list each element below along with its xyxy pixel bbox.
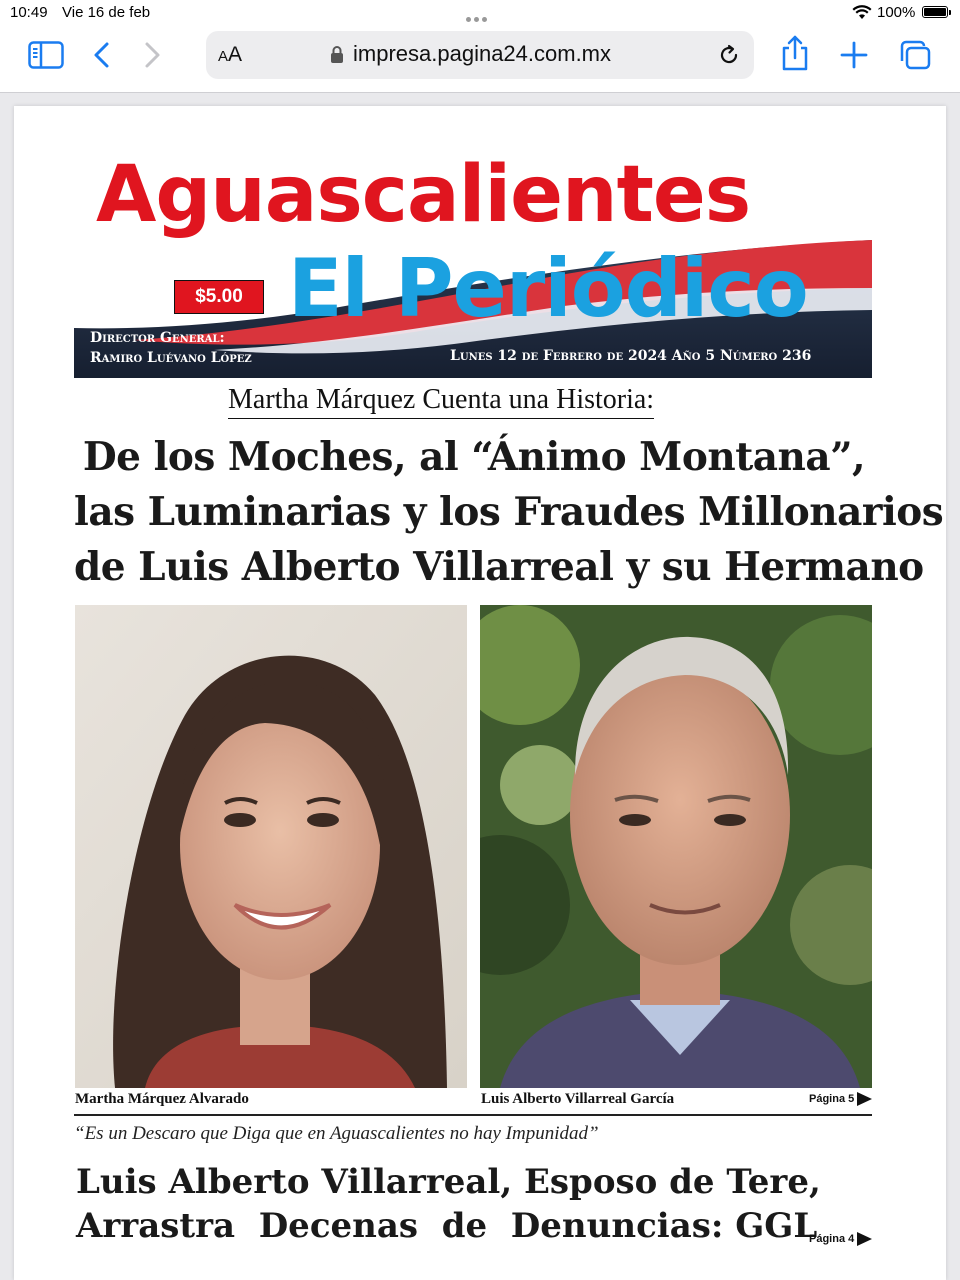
headline-line: Arrastra Decenas de Denuncias: GGL [76, 1206, 818, 1246]
article-kicker: Martha Márquez Cuenta una Historia: [228, 384, 654, 419]
page-reference-4[interactable] [809, 1232, 872, 1246]
photo-man-portrait [480, 605, 872, 1088]
tabs-icon[interactable] [898, 39, 932, 71]
masthead-title: Aguascalientes [96, 150, 751, 240]
status-bar [0, 0, 960, 26]
arrow-right-icon [857, 1232, 872, 1246]
page-reference-label: Página 5 [809, 1092, 855, 1105]
headline-line: las Luminarias y los Fraudes Millonarios [74, 489, 944, 535]
arrow-right-icon [857, 1092, 872, 1106]
photo-woman-portrait [75, 605, 467, 1088]
section-divider [74, 1114, 872, 1116]
new-tab-icon[interactable] [840, 41, 868, 69]
sidebar-icon[interactable] [28, 41, 64, 69]
headline-line: Luis Alberto Villarreal, Esposo de Tere, [76, 1162, 821, 1202]
back-icon[interactable] [92, 41, 112, 69]
forward-icon[interactable] [142, 41, 162, 69]
headline-line: De los Moches, al “Ánimo Montana”, [82, 434, 866, 480]
director-label: Director General: [90, 330, 225, 346]
battery-tip [949, 10, 951, 15]
masthead-subtitle: El Periódico [288, 242, 808, 335]
director-name: Ramiro Luévano López [90, 350, 252, 366]
issue-dateline: Lunes 12 de Febrero de 2024 Año 5 Número 236 [450, 348, 812, 364]
page-reference-label: Página 4 [809, 1232, 855, 1245]
url-text[interactable]: impresa.pagina24.com.mx [353, 41, 612, 66]
multitasking-dots-icon[interactable] [466, 9, 494, 15]
reload-icon[interactable] [718, 44, 740, 66]
director-credit [90, 328, 252, 368]
secondary-headline [76, 1160, 821, 1248]
status-time: 10:49 [10, 4, 48, 21]
photo-caption-right: Luis Alberto Villarreal García [481, 1091, 675, 1107]
share-icon[interactable] [780, 34, 810, 72]
page-reference-5[interactable] [809, 1092, 872, 1106]
pull-quote: “Es un Descaro que Diga que en Aguascalientes no hay Impunidad” [74, 1123, 599, 1144]
price-badge: $5.00 [174, 280, 264, 314]
lock-icon [330, 45, 344, 64]
photo-caption-left: Martha Márquez Alvarado [75, 1091, 249, 1107]
address-bar[interactable] [206, 31, 754, 79]
battery-percent: 100% [877, 4, 916, 21]
status-date: Vie 16 de feb [62, 4, 151, 21]
main-headline [74, 430, 944, 595]
wifi-icon [852, 5, 872, 20]
newspaper-masthead [74, 150, 872, 378]
headline-line: de Luis Alberto Villarreal y su Hermano [74, 544, 924, 590]
reader-options-button[interactable]: AA [218, 43, 243, 66]
battery-icon [922, 6, 948, 18]
